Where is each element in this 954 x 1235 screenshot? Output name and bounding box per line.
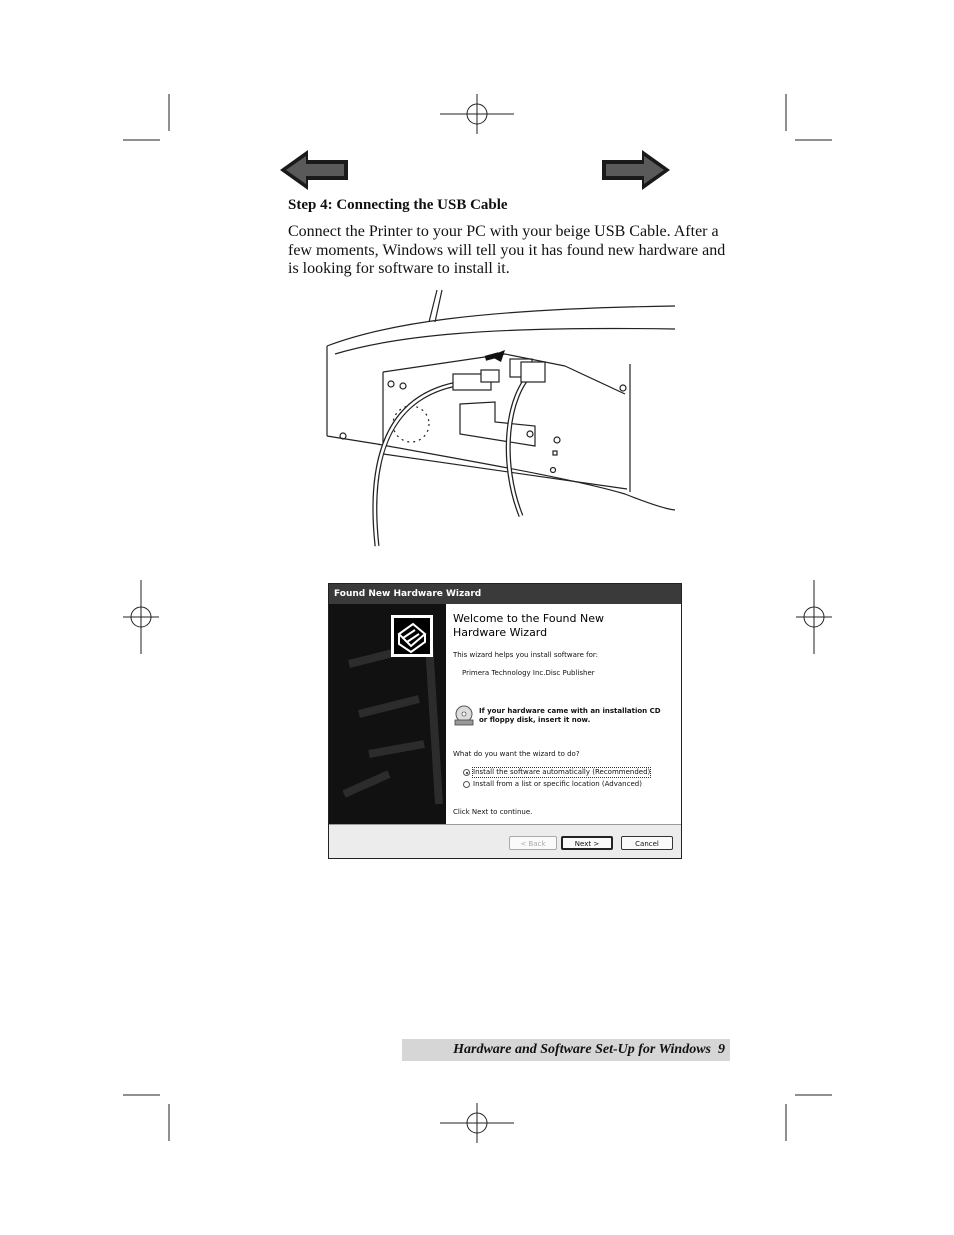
footer-text xyxy=(453,1042,725,1058)
next-button[interactable]: Next > xyxy=(561,836,613,850)
option-label: Install from a list or specific location (Advanced) xyxy=(473,780,642,788)
option-install-automatically[interactable] xyxy=(463,768,650,777)
device-name: Primera Technology Inc.Disc Publisher xyxy=(462,669,595,677)
wizard-welcome-heading xyxy=(453,612,604,640)
continue-text: Click Next to continue. xyxy=(453,808,533,816)
option-install-from-list[interactable] xyxy=(463,780,642,789)
wizard-intro-text: This wizard helps you install software for: xyxy=(453,651,599,659)
step-instructions: Connect the Printer to your PC with your beige USB Cable. After a few moments, Windows will tell you it has found new hardware and is looking for software to install it. xyxy=(288,223,726,277)
cd-instruction-line-1: If your hardware came with an installation CD xyxy=(479,707,661,715)
section-title: Hardware and Software Set-Up for Windows xyxy=(453,1042,711,1057)
wizard-title-bar: Found New Hardware Wizard xyxy=(329,584,681,604)
welcome-line-2: Hardware Wizard xyxy=(453,626,548,639)
step-heading: Step 4: Connecting the USB Cable xyxy=(288,197,508,213)
cancel-button[interactable]: Cancel xyxy=(621,836,673,850)
cd-icon xyxy=(453,705,475,731)
wizard-banner-graphic xyxy=(329,604,446,824)
back-button[interactable]: < Back xyxy=(509,836,557,850)
found-new-hardware-wizard xyxy=(328,583,682,859)
option-label: Install the software automatically (Recommended) xyxy=(473,768,651,776)
page-number: 9 xyxy=(718,1042,725,1057)
next-page-arrow-icon[interactable] xyxy=(600,148,672,192)
previous-page-arrow-icon[interactable] xyxy=(278,148,350,192)
cd-instruction-line-2: or floppy disk, insert it now. xyxy=(479,716,591,724)
wizard-content xyxy=(446,604,681,824)
page-footer xyxy=(402,1039,730,1061)
wizard-question: What do you want the wizard to do? xyxy=(453,750,580,758)
welcome-line-1: Welcome to the Found New xyxy=(453,612,604,625)
wizard-button-bar xyxy=(329,824,681,858)
radio-button[interactable] xyxy=(463,781,470,788)
radio-button-selected[interactable] xyxy=(463,769,470,776)
printer-usb-illustration xyxy=(325,284,680,552)
wizard-side-graphic xyxy=(329,604,446,824)
printer-rear-drawing xyxy=(325,284,680,552)
